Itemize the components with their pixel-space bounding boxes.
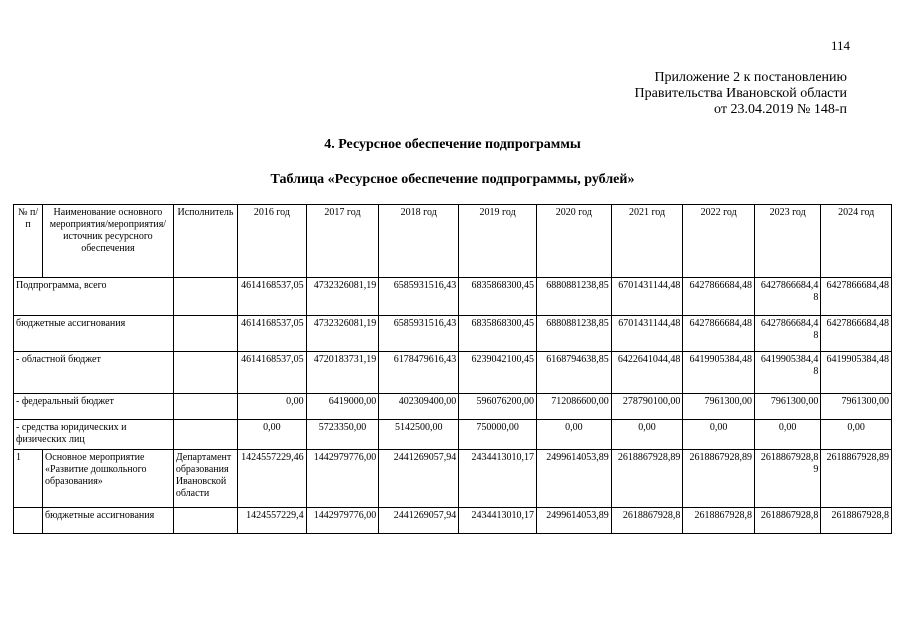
value-cell: 6427866684,48 — [821, 278, 892, 316]
value-cell: 0,00 — [238, 394, 306, 420]
row-number: 1 — [14, 450, 43, 508]
value-cell: 2434413010,17 — [459, 450, 537, 508]
value-cell: 4614168537,05 — [238, 278, 306, 316]
header-cell: 2017 год — [306, 205, 379, 278]
header-cell: 2018 год — [379, 205, 459, 278]
row-label: бюджетные ассигнования — [43, 508, 174, 534]
header-cell: № п/п — [14, 205, 43, 278]
value-cell: 0,00 — [238, 420, 306, 450]
value-cell: 6178479616,43 — [379, 352, 459, 394]
value-cell: 1424557229,46 — [238, 450, 306, 508]
value-cell: 6585931516,43 — [379, 278, 459, 316]
row-label: Основное мероприятие «Развитие дошкольного образования» — [43, 450, 174, 508]
value-cell: 6585931516,43 — [379, 316, 459, 352]
executor-cell — [173, 352, 237, 394]
header-cell: 2022 год — [683, 205, 755, 278]
value-cell: 1424557229,4 — [238, 508, 306, 534]
table-header-row — [14, 205, 892, 278]
value-cell: 6701431144,48 — [611, 278, 683, 316]
value-cell: 4732326081,19 — [306, 316, 379, 352]
value-cell: 402309400,00 — [379, 394, 459, 420]
header-cell: Исполнитель — [173, 205, 237, 278]
value-cell: 2618867928,8 — [754, 508, 820, 534]
value-cell: 2441269057,94 — [379, 508, 459, 534]
value-cell: 6880881238,85 — [537, 278, 612, 316]
appendix-line-3: от 23.04.2019 № 148-п — [714, 102, 847, 117]
value-cell: 596076200,00 — [459, 394, 537, 420]
table-row — [14, 508, 892, 534]
value-cell: 6419905384,48 — [754, 352, 820, 394]
value-cell: 5142500,00 — [379, 420, 459, 450]
header-cell: Наименование основного мероприятия/мероприятия/ источник ресурсного обеспечения — [43, 205, 174, 278]
executor-cell — [173, 508, 237, 534]
appendix-line-1: Приложение 2 к постановлению — [654, 70, 847, 85]
row-label: - федеральный бюджет — [14, 394, 174, 420]
value-cell: 2618867928,89 — [754, 450, 820, 508]
value-cell: 6422641044,48 — [611, 352, 683, 394]
appendix-line-2: Правительства Ивановской области — [634, 86, 847, 101]
value-cell: 6835868300,45 — [459, 278, 537, 316]
value-cell: 2441269057,94 — [379, 450, 459, 508]
executor-cell — [173, 394, 237, 420]
value-cell: 1442979776,00 — [306, 508, 379, 534]
value-cell: 6168794638,85 — [537, 352, 612, 394]
executor-cell — [173, 420, 237, 450]
value-cell: 6880881238,85 — [537, 316, 612, 352]
value-cell: 278790100,00 — [611, 394, 683, 420]
row-number — [14, 508, 43, 534]
row-label: Подпрограмма, всего — [14, 278, 174, 316]
value-cell: 2618867928,89 — [683, 450, 755, 508]
header-cell: 2023 год — [754, 205, 820, 278]
value-cell: 6427866684,48 — [683, 278, 755, 316]
value-cell: 4614168537,05 — [238, 352, 306, 394]
value-cell: 1442979776,00 — [306, 450, 379, 508]
value-cell: 4732326081,19 — [306, 278, 379, 316]
executor-cell — [173, 316, 237, 352]
value-cell: 6427866684,48 — [683, 316, 755, 352]
table-row — [14, 420, 892, 450]
value-cell: 6239042100,45 — [459, 352, 537, 394]
table-row — [14, 316, 892, 352]
value-cell: 712086600,00 — [537, 394, 612, 420]
value-cell: 6419905384,48 — [821, 352, 892, 394]
table-title: Таблица «Ресурсное обеспечение подпрограммы, рублей» — [270, 172, 635, 187]
value-cell: 5723350,00 — [306, 420, 379, 450]
resource-table — [13, 204, 892, 534]
row-label: - средства юридических и физических лиц — [14, 420, 174, 450]
value-cell: 0,00 — [683, 420, 755, 450]
value-cell: 6427866684,48 — [754, 316, 820, 352]
value-cell: 2434413010,17 — [459, 508, 537, 534]
header-cell: 2016 год — [238, 205, 306, 278]
header-cell: 2024 год — [821, 205, 892, 278]
executor-cell — [173, 278, 237, 316]
value-cell: 7961300,00 — [754, 394, 820, 420]
table-row — [14, 278, 892, 316]
value-cell: 0,00 — [754, 420, 820, 450]
value-cell: 2499614053,89 — [537, 508, 612, 534]
value-cell: 2618867928,8 — [821, 508, 892, 534]
value-cell: 6419905384,48 — [683, 352, 755, 394]
value-cell: 6835868300,45 — [459, 316, 537, 352]
value-cell: 7961300,00 — [683, 394, 755, 420]
value-cell: 7961300,00 — [821, 394, 892, 420]
header-cell: 2020 год — [537, 205, 612, 278]
row-label: бюджетные ассигнования — [14, 316, 174, 352]
value-cell: 2618867928,8 — [683, 508, 755, 534]
value-cell: 2618867928,89 — [611, 450, 683, 508]
value-cell: 2499614053,89 — [537, 450, 612, 508]
value-cell: 6419000,00 — [306, 394, 379, 420]
value-cell: 2618867928,8 — [611, 508, 683, 534]
header-cell: 2019 год — [459, 205, 537, 278]
value-cell: 4614168537,05 — [238, 316, 306, 352]
value-cell: 750000,00 — [459, 420, 537, 450]
section-title: 4. Ресурсное обеспечение подпрограммы — [324, 137, 581, 152]
row-label: - областной бюджет — [14, 352, 174, 394]
value-cell: 0,00 — [537, 420, 612, 450]
table-row — [14, 394, 892, 420]
table-row — [14, 450, 892, 508]
page-number: 114 — [830, 38, 850, 53]
table-row — [14, 352, 892, 394]
value-cell: 6427866684,48 — [754, 278, 820, 316]
header-cell: 2021 год — [611, 205, 683, 278]
value-cell: 0,00 — [821, 420, 892, 450]
value-cell: 6427866684,48 — [821, 316, 892, 352]
executor-cell: Департамент образования Ивановской области — [173, 450, 237, 508]
appendix-note — [635, 70, 847, 118]
value-cell: 4720183731,19 — [306, 352, 379, 394]
value-cell: 0,00 — [611, 420, 683, 450]
value-cell: 6701431144,48 — [611, 316, 683, 352]
value-cell: 2618867928,89 — [821, 450, 892, 508]
